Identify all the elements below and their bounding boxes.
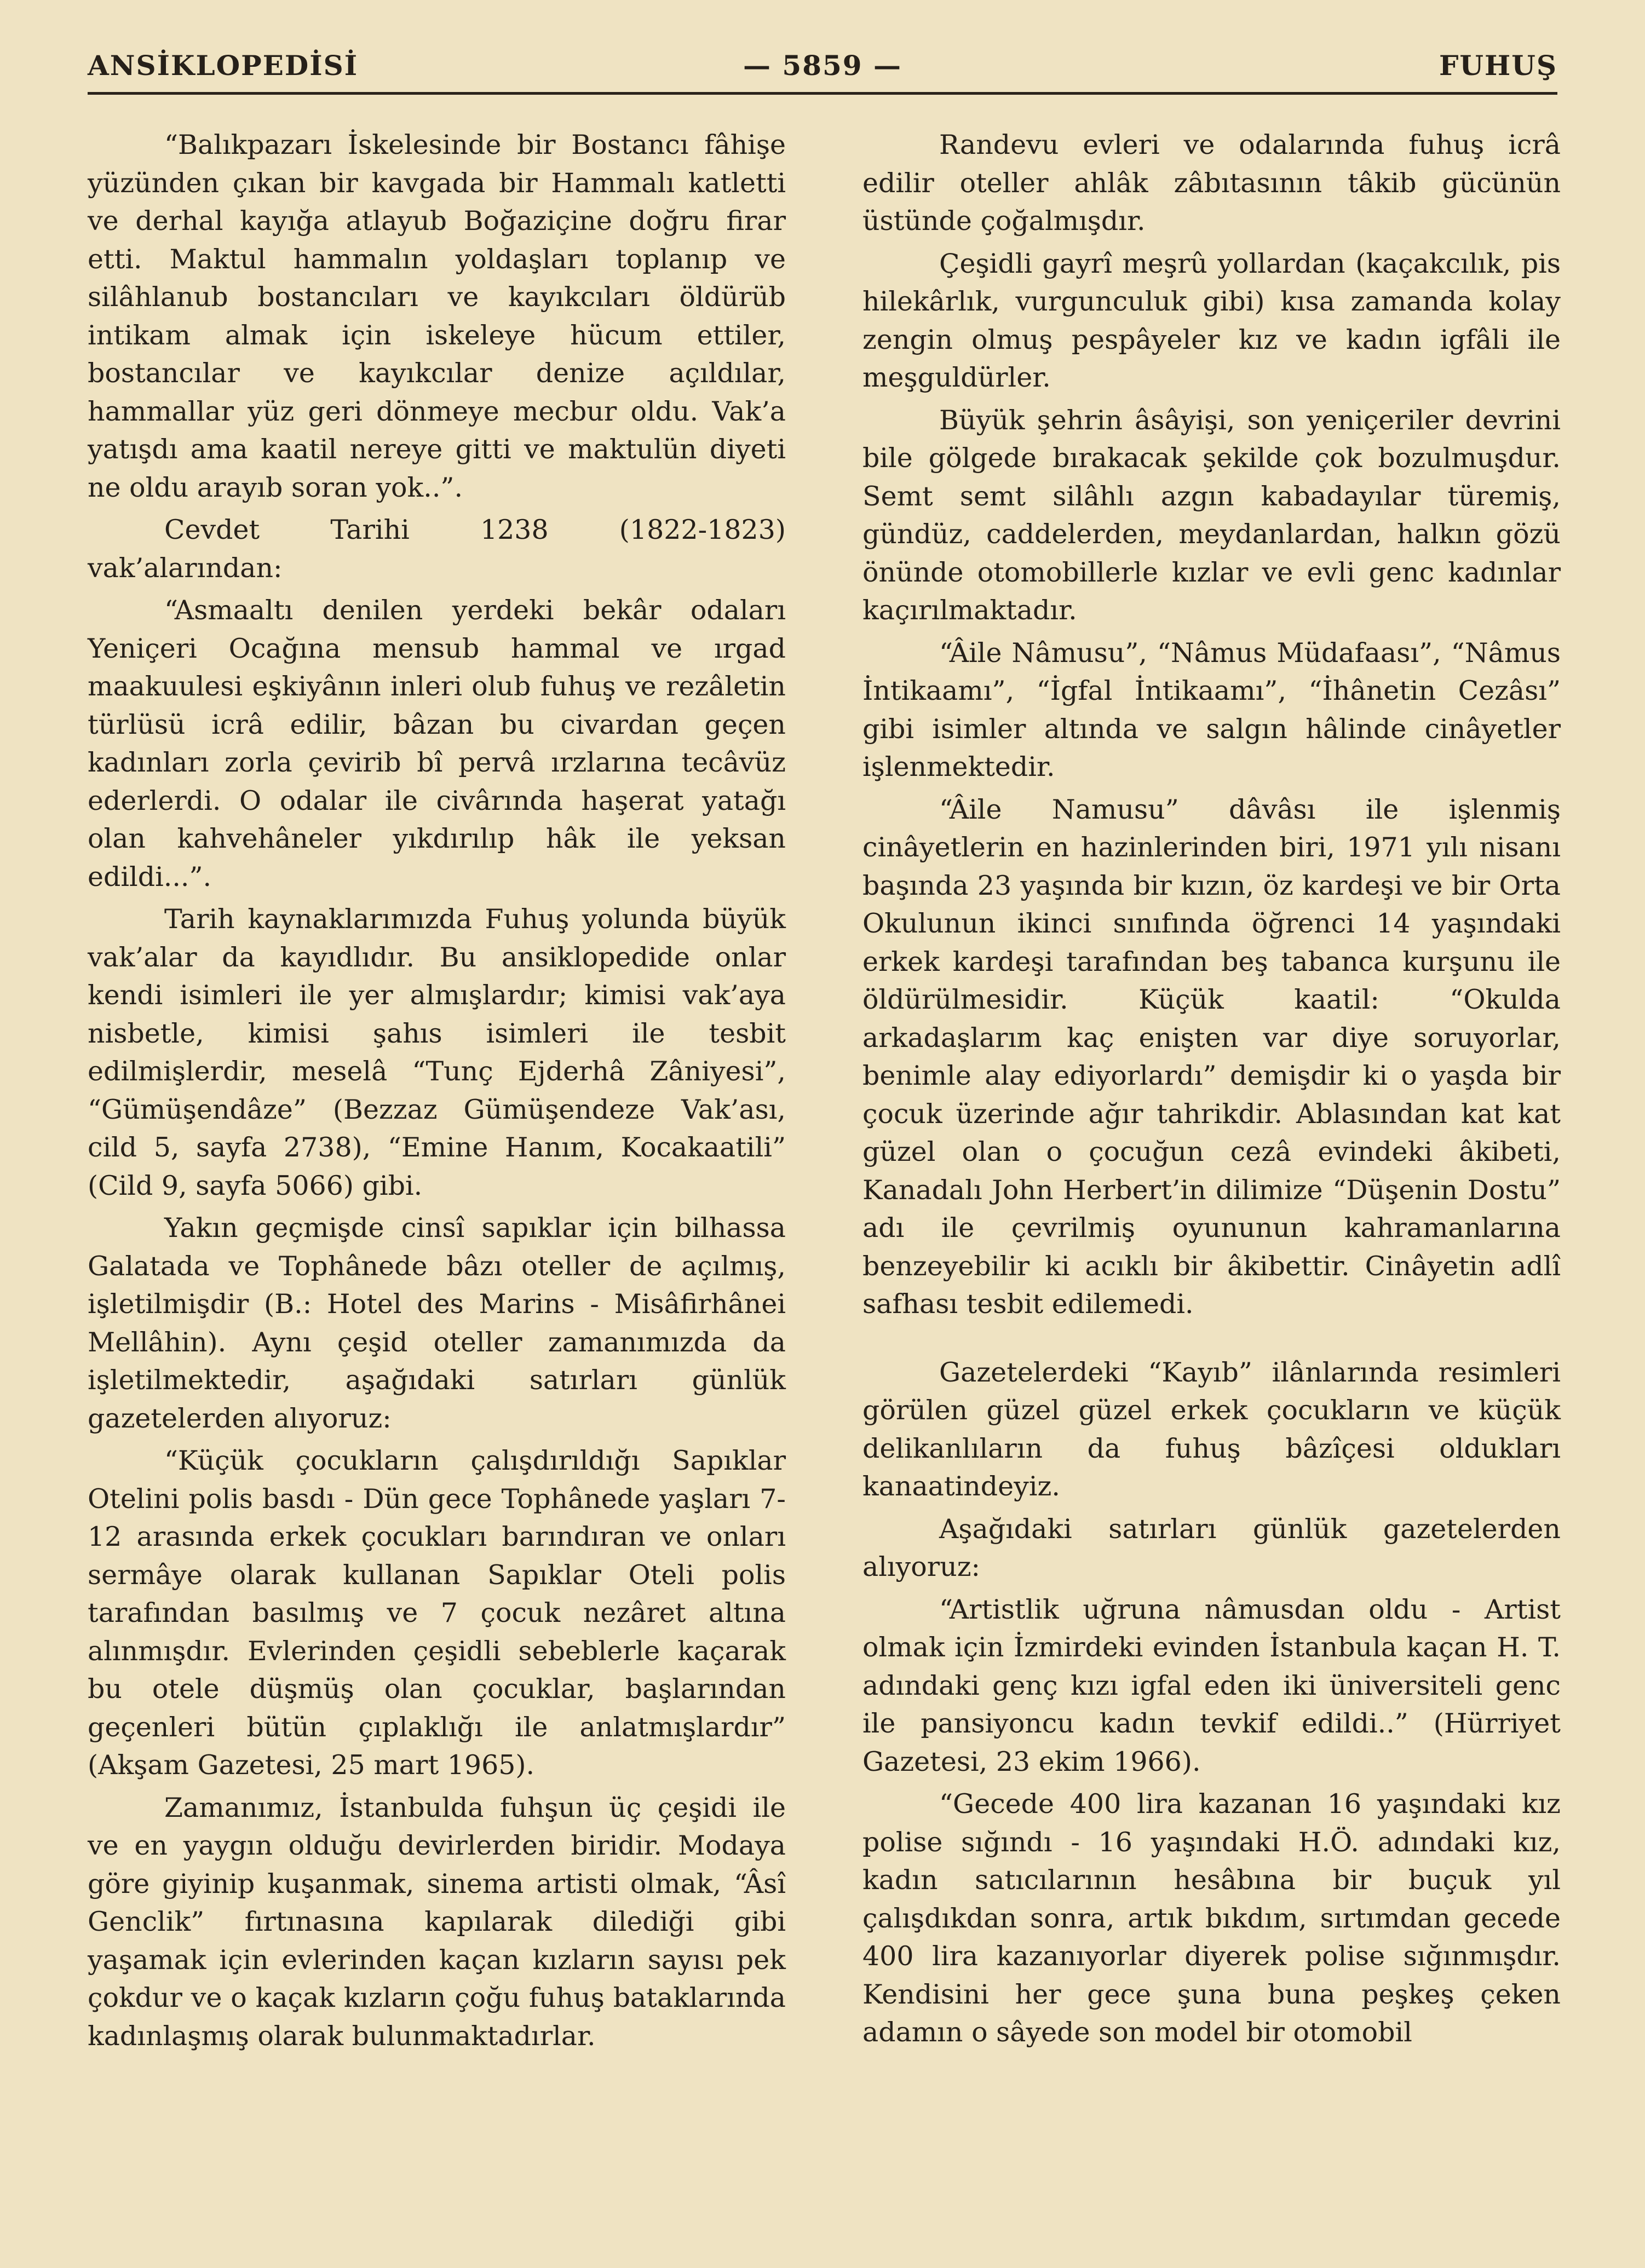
paragraph: “Âile Namusu” dâvâsı ile işlenmiş cinâyetlerin en hazinlerinden biri, 1971 yılı nisanı başında 23 yaşında bir kızın, öz kardeşi ve bir Orta Okulunun ikinci sınıfında öğrenci 14 yaşındaki erkek kardeşi tarafından beş tabanca kurşunu ile öldürülmesidir. Küçük kaatil: “Okulda arkadaşlarım kaç enişten var diye soruyorlar, benimle alay ediyorlardı” demişdir ki o yaşda bir çocuk üzerinde ağır tahrikdir. Ablasından kat kat güzel olan o çocuğun cezâ evindeki âkibeti, Kanadalı John Herbert’in dilimize “Düşenin Dostu” adı ile çevrilmiş oyununun kahramanlarına benzeyebilir ki acıklı bir âkibettir. Cinâyetin adlî safhası tesbit edilemedi. xyxy=(862,793,1561,1320)
paragraph: Aşağıdaki satırları günlük gazetelerden alıyoruz: xyxy=(862,1513,1561,1582)
paragraph: Çeşidli gayrî meşrû yollardan (kaçakcılık, pis hilekârlık, vurgunculuk gibi) kısa zamanda kolay zengin olmuş pespâyeler kız ve kadın igfâli ile meşguldürler. xyxy=(862,247,1561,393)
right-column xyxy=(862,126,1561,2056)
paragraph: Zamanımız, İstanbulda fuhşun üç çeşidi ile ve en yaygın olduğu devirlerden biridir. Modaya göre giyinip kuşanmak, sinema artisti olmak, “Âsî Genclik” fırtınasına kapılarak dilediği gibi yaşamak için evlerinden kaçan kızların sayısı pek çokdur ve o kaçak kızların çoğu fuhuş bataklarında kadınlaşmış olarak bulunmaktadırlar. xyxy=(88,1792,786,2052)
header-rule xyxy=(88,92,1557,95)
page-number: — 5859 — xyxy=(743,49,902,82)
left-column xyxy=(88,126,786,2059)
paragraph: Büyük şehrin âsâyişi, son yeniçeriler devrini bile gölgede bırakacak şekilde çok bozulmuşdur. Semt semt silâhlı azgın kabadayılar türemiş, gündüz, caddelerden, meydanlardan, halkın gözü önünde otomobillerle kızlar ve evli genc kadınlar kaçırılmaktadır. xyxy=(862,404,1561,626)
paragraph: Randevu evleri ve odalarında fuhuş icrâ edilir oteller ahlâk zâbıtasının tâkib gücünün üstünde çoğalmışdır. xyxy=(862,129,1561,237)
header-left-title: ANSİKLOPEDİSİ xyxy=(88,49,359,82)
paragraph: “Artistlik uğruna nâmusdan oldu - Artist olmak için İzmirdeki evinden İstanbula kaçan H. T. adındaki genç kızı igfal eden iki üniversiteli genc ile pansiyoncu kadın tevkif edildi..” (Hürriyet Gazetesi, 23 ekim 1966). xyxy=(862,1593,1561,1777)
paragraph: Tarih kaynaklarımızda Fuhuş yolunda büyük vak’alar da kayıdlıdır. Bu ansiklopedide onlar kendi isimleri ile yer almışlardır; kimisi vak’aya nisbetle, kimisi şahıs isimleri ile tesbit edilmişlerdir, meselâ “Tunç Ejderhâ Zâniyesi”, “Gümüşendâze” (Bezzaz Gümüşendeze Vak’ası, cild 5, sayfa 2738), “Emine Hanım, Kocakaatili” (Cild 9, sayfa 5066) gibi. xyxy=(88,903,786,1201)
header-right-title: FUHUŞ xyxy=(1439,49,1557,82)
paragraph: “Âile Nâmusu”, “Nâmus Müdafaası”, “Nâmus İntikaamı”, “İgfal İntikaamı”, “İhânetin Cezâsı” gibi isimler altında ve salgın hâlinde cinâyetler işlenmektedir. xyxy=(862,637,1561,782)
paragraph: Gazetelerdeki “Kayıb” ilânlarında resimleri görülen güzel güzel erkek çocukların ve küçük delikanlıların da fuhuş bâzîçesi oldukları kanaatindeyiz. xyxy=(862,1356,1561,1502)
paragraph: Cevdet Tarihi 1238 (1822-1823) vak’alarından: xyxy=(88,514,786,584)
paragraph: “Gecede 400 lira kazanan 16 yaşındaki kız polise sığındı - 16 yaşındaki H.Ö. adındaki kız, kadın satıcılarının hesâbına bir buçuk yıl çalışdıkdan sonra, artık bıkdım, sırtımdan gecede 400 lira kazanıyorlar diyerek polise sığınmışdır. Kendisini her gece şuna buna peşkeş çeken adamın o sâyede son model bir otomobil xyxy=(862,1788,1561,2048)
paragraph: “Küçük çocukların çalışdırıldığı Sapıklar Otelini polis basdı - Dün gece Tophânede yaşları 7-12 arasında erkek çocukları barındıran ve onları sermâye olarak kullanan Sapıklar Oteli polis tarafından basılmış ve 7 çocuk nezâret altına alınmışdır. Evlerinden çeşidli sebeblerle kaçarak bu otele düşmüş olan çocuklar, başlarından geçenleri bütün çıplaklığı ile anlatmışlardır” (Akşam Gazetesi, 25 mart 1965). xyxy=(88,1445,786,1781)
paragraph: “Asmaaltı denilen yerdeki bekâr odaları Yeniçeri Ocağına mensub hammal ve ırgad maakuulesi eşkiyânın inleri olub fuhuş ve rezâletin türlüsü icrâ edilir, bâzan bu civardan geçen kadınları zorla çevirib bî pervâ ırzlarına tecâvüz ederlerdi. O odalar ile civârında haşerat yatağı olan kahvehâneler yıkdırılıp hâk ile yeksan edildi...”. xyxy=(88,595,786,893)
paragraph: “Balıkpazarı İskelesinde bir Bostancı fâhişe yüzünden çıkan bir kavgada bir Hammalı katletti ve derhal kayığa atlayub Boğaziçine doğru firar etti. Maktul hammalın yoldaşları toplanıp ve silâhlanub bostancıları ve kayıkcıları öldürüb intikam almak için iskeleye hücum ettiler, bostancılar ve kayıkcılar denize açıldılar, hammallar yüz geri dönmeye mecbur oldu. Vak’a yatışdı ama kaatil nereye gitti ve maktulün diyeti ne oldu arayıb soran yok..”. xyxy=(88,129,786,503)
paragraph: Yakın geçmişde cinsî sapıklar için bilhassa Galatada ve Tophânede bâzı oteller de açılmış, işletilmişdir (B.: Hotel des Marins - Misâfirhânei Mellâhin). Aynı çeşid oteller zamanımızda da işletilmektedir, aşağıdaki satırları günlük gazetelerden alıyoruz: xyxy=(88,1212,786,1434)
